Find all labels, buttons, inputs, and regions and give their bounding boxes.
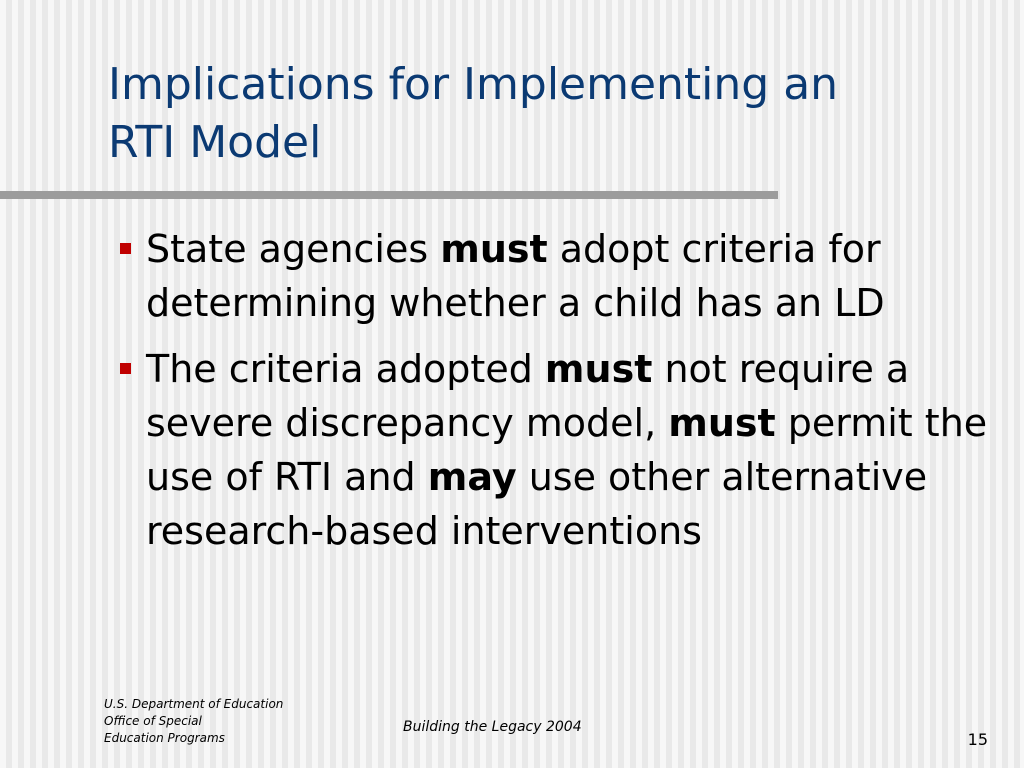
- bullet-text-part: The criteria adopted: [146, 347, 545, 391]
- bullet-emphasis: must: [544, 347, 653, 391]
- bullet-emphasis: must: [668, 401, 776, 445]
- slide-title-line-2: RTI Model: [108, 117, 322, 168]
- footer-org-line-3: Education Programs: [104, 731, 225, 745]
- square-bullet-icon: [120, 363, 131, 374]
- bullet-emphasis: may: [427, 455, 517, 499]
- bullet-item: [110, 222, 990, 330]
- title-divider: [0, 191, 778, 199]
- slide-number: 15: [967, 730, 988, 749]
- slide-title-line-1: Implications for Implementing an: [108, 59, 839, 110]
- bullet-text-part: State agencies: [146, 227, 441, 271]
- footer-org-line-1: U.S. Department of Education: [104, 697, 284, 711]
- bullet-emphasis: must: [440, 227, 548, 271]
- bullet-text: [146, 227, 885, 325]
- footer-event-title: Building the Legacy 2004: [403, 719, 582, 735]
- bullet-text: [146, 347, 987, 553]
- slide-title: [108, 56, 988, 172]
- bullet-item: [110, 342, 990, 558]
- bullet-list: [110, 222, 990, 570]
- bullet-text-part: use other alternative research-based interventions: [146, 455, 928, 553]
- bullet-text-part: permit the use of RTI and: [146, 401, 988, 499]
- square-bullet-icon: [120, 243, 131, 254]
- footer-organization: [104, 696, 283, 747]
- bullet-text-part: not require a severe discrepancy model,: [146, 347, 910, 445]
- bullet-text-part: adopt criteria for determining whether a child has an LD: [146, 227, 885, 325]
- footer-org-line-2: Office of Special: [104, 714, 202, 728]
